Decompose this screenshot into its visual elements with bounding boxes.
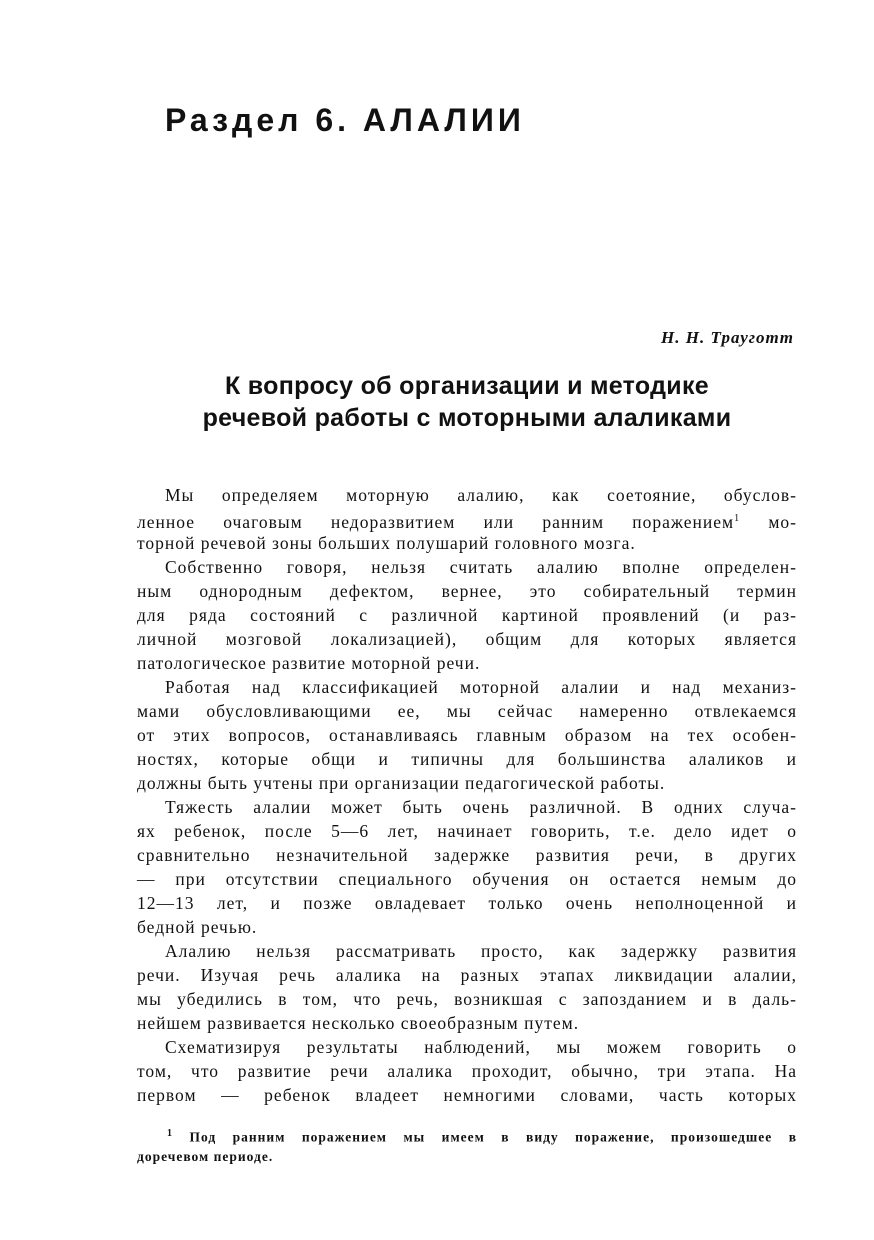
text-line [137, 819, 797, 843]
text-line [137, 723, 797, 747]
footnote-ref: 1 [734, 513, 741, 524]
text-line [137, 1035, 797, 1059]
line-text: ленное очаговым недоразвитием или ранним поражением [137, 511, 735, 532]
text-line [137, 891, 797, 915]
footnote-text-2: доречевом периоде. [137, 1148, 274, 1164]
text-line [137, 1083, 797, 1107]
line-text: сравнительно незначительной задержке развития речи, в других [137, 845, 797, 865]
text-line [137, 675, 797, 699]
line-text: Работая над классификацией моторной алалии и над механиз- [165, 677, 797, 697]
text-line [137, 939, 797, 963]
line-text: торной речевой зоны больших полушарий головного мозга. [137, 533, 636, 553]
footnote [137, 1124, 797, 1166]
line-text: бедной речью. [137, 917, 258, 937]
text-line [137, 507, 797, 531]
author-name: Н. Н. Трауготт [661, 328, 794, 347]
text-line [137, 1059, 797, 1083]
text-line [137, 627, 797, 651]
line-text: речи. Изучая речь алалика на разных этапах ликвидации алалии, [137, 965, 797, 985]
text-line [137, 699, 797, 723]
text-line [137, 915, 797, 939]
text-line [137, 843, 797, 867]
text-line [137, 1011, 797, 1035]
line-text: Схематизируя результаты наблюдений, мы можем говорить о [165, 1037, 797, 1057]
line-text: 12—13 лет, и позже овладевает только очень неполноценной и [137, 893, 797, 913]
article-body [137, 483, 797, 1107]
text-line [137, 579, 797, 603]
line-text: — при отсутствии специального обучения он остается немым до [137, 869, 797, 889]
line-text: личной мозговой локализацией), общим для которых является [137, 629, 797, 649]
text-line [137, 651, 797, 675]
line-text: ным однородным дефектом, вернее, это собирательный термин [137, 581, 797, 601]
line-text: Мы определяем моторную алалию, как соетояние, обуслов- [165, 485, 797, 505]
line-text: Алалию нельзя рассматривать просто, как задержку развития [165, 941, 797, 961]
line-text: должны быть учтены при организации педагогической работы. [137, 773, 666, 793]
footnote-mark: 1 [167, 1128, 173, 1139]
text-line [137, 483, 797, 507]
line-text: мы убедились в том, что речь, возникшая с запозданием и в даль- [137, 989, 797, 1009]
line-text: том, что развитие речи алалика проходит, обычно, три этапа. На [137, 1061, 797, 1081]
line-text: патологическое развитие моторной речи. [137, 653, 481, 673]
line-text: первом — ребенок владеет немногими словами, часть которых [137, 1085, 797, 1105]
line-text: ностях, которые общи и типичны для большинства алаликов и [137, 749, 797, 769]
line-text: Тяжесть алалии может быть очень различной. В одних случа- [165, 797, 797, 817]
text-line [137, 771, 797, 795]
line-text: мо- [740, 511, 797, 532]
text-line [137, 963, 797, 987]
line-text: для ряда состояний с различной картиной проявлений (и раз- [137, 605, 797, 625]
article-title-line-2: речевой работы с моторными алаликами [202, 404, 732, 432]
text-line [137, 531, 797, 555]
text-line [137, 867, 797, 891]
footnote-text-1: Под ранним поражением мы имеем в виду поражение, произошедшее в [189, 1129, 797, 1145]
text-line [137, 603, 797, 627]
text-line [137, 987, 797, 1011]
line-text: от этих вопросов, останавливаясь главным образом на тех особен- [137, 725, 797, 745]
line-text: ях ребенок, после 5—6 лет, начинает говорить, т.е. дело идет о [137, 821, 797, 841]
section-title: Раздел 6. АЛАЛИИ [165, 102, 525, 138]
text-line [137, 555, 797, 579]
text-line [137, 747, 797, 771]
line-text: Собственно говоря, нельзя считать алалию вполне определен- [165, 557, 797, 577]
line-text: нейшем развивается несколько своеобразным путем. [137, 1013, 580, 1033]
article-title-line-1: К вопросу об организации и методике [224, 372, 709, 400]
text-line [137, 795, 797, 819]
line-text: мами обусловливающими ее, мы сейчас намеренно отвлекаемся [137, 701, 797, 721]
